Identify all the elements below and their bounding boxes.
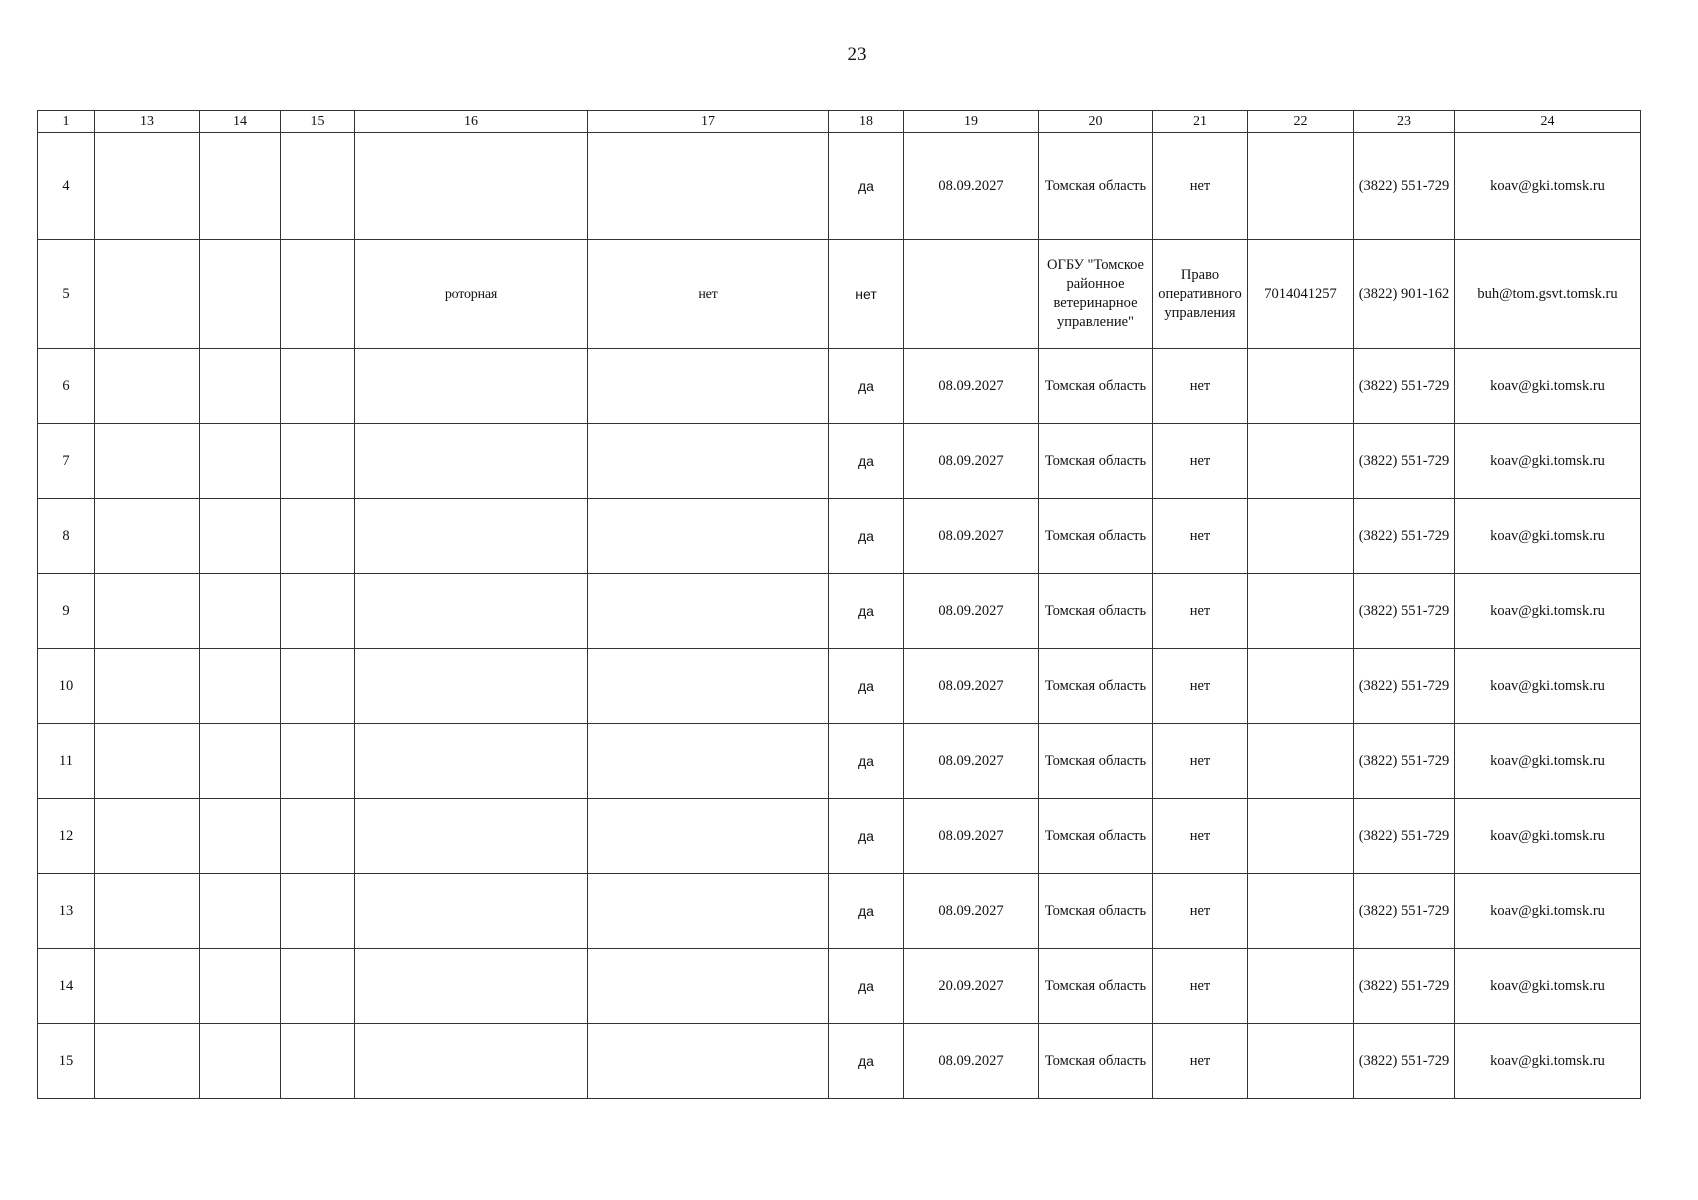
table-cell: 7: [38, 424, 95, 499]
table-cell: да: [829, 724, 904, 799]
table-cell: [281, 349, 355, 424]
table-cell: Томская область: [1039, 349, 1153, 424]
table-cell: [281, 949, 355, 1024]
table-cell: да: [829, 949, 904, 1024]
table-cell: нет: [829, 240, 904, 349]
table-body: [38, 111, 1641, 1099]
column-header: 14: [200, 111, 281, 133]
table-cell: 08.09.2027: [904, 874, 1039, 949]
table-cell: buh@tom.gsvt.tomsk.ru: [1455, 240, 1641, 349]
column-header: 20: [1039, 111, 1153, 133]
table-cell: [1248, 649, 1354, 724]
table-cell: koav@gki.tomsk.ru: [1455, 133, 1641, 240]
table-cell: 10: [38, 649, 95, 724]
table-cell: 20.09.2027: [904, 949, 1039, 1024]
table-cell: [588, 949, 829, 1024]
table-cell: [355, 874, 588, 949]
table-row: [38, 874, 1641, 949]
table-cell: koav@gki.tomsk.ru: [1455, 649, 1641, 724]
table-row: [38, 1024, 1641, 1099]
table-cell: да: [829, 574, 904, 649]
table-cell: [95, 349, 200, 424]
table-cell: Томская область: [1039, 724, 1153, 799]
table-cell: 6: [38, 349, 95, 424]
table-cell: (3822) 551-729: [1354, 133, 1455, 240]
table-cell: [1248, 349, 1354, 424]
table-cell: 5: [38, 240, 95, 349]
table-cell: (3822) 901-162: [1354, 240, 1455, 349]
table-cell: Томская область: [1039, 133, 1153, 240]
table-cell: 4: [38, 133, 95, 240]
table-cell: (3822) 551-729: [1354, 799, 1455, 874]
table-cell: [95, 799, 200, 874]
table-cell: [588, 133, 829, 240]
table-cell: [355, 349, 588, 424]
table-cell: 08.09.2027: [904, 799, 1039, 874]
table-cell: [1248, 874, 1354, 949]
table-cell: 12: [38, 799, 95, 874]
table-cell: Томская область: [1039, 574, 1153, 649]
table-cell: koav@gki.tomsk.ru: [1455, 799, 1641, 874]
table-cell: [200, 724, 281, 799]
table-cell: koav@gki.tomsk.ru: [1455, 424, 1641, 499]
column-header: 1: [38, 111, 95, 133]
table-cell: [200, 874, 281, 949]
table-cell: [95, 724, 200, 799]
table-cell: koav@gki.tomsk.ru: [1455, 1024, 1641, 1099]
table-cell: (3822) 551-729: [1354, 574, 1455, 649]
table-row: [38, 799, 1641, 874]
table-cell: нет: [1153, 799, 1248, 874]
table-cell: [588, 874, 829, 949]
table-cell: [95, 949, 200, 1024]
table-cell: да: [829, 799, 904, 874]
table-row: [38, 133, 1641, 240]
table-cell: [281, 499, 355, 574]
table-cell: роторная: [355, 240, 588, 349]
column-header: 16: [355, 111, 588, 133]
table-cell: нет: [1153, 499, 1248, 574]
table-cell: [588, 424, 829, 499]
table-cell: (3822) 551-729: [1354, 424, 1455, 499]
table-cell: [200, 649, 281, 724]
table-cell: нет: [588, 240, 829, 349]
table-cell: koav@gki.tomsk.ru: [1455, 874, 1641, 949]
page-number: 23: [847, 44, 867, 65]
table-cell: [95, 1024, 200, 1099]
table-cell: нет: [1153, 1024, 1248, 1099]
table-cell: да: [829, 349, 904, 424]
table-cell: [355, 1024, 588, 1099]
table-cell: 08.09.2027: [904, 649, 1039, 724]
table-cell: [1248, 499, 1354, 574]
table-cell: [281, 874, 355, 949]
table-row: [38, 424, 1641, 499]
column-header: 17: [588, 111, 829, 133]
table-cell: [1248, 799, 1354, 874]
table-cell: да: [829, 874, 904, 949]
table-cell: (3822) 551-729: [1354, 1024, 1455, 1099]
table-cell: [904, 240, 1039, 349]
table-cell: [281, 424, 355, 499]
table-cell: нет: [1153, 649, 1248, 724]
table-cell: [95, 649, 200, 724]
table-cell: 7014041257: [1248, 240, 1354, 349]
column-header: 19: [904, 111, 1039, 133]
table-cell: 14: [38, 949, 95, 1024]
table-cell: 15: [38, 1024, 95, 1099]
table-cell: нет: [1153, 349, 1248, 424]
table-cell: да: [829, 133, 904, 240]
table-cell: [95, 133, 200, 240]
table-cell: [588, 799, 829, 874]
table-cell: [200, 574, 281, 649]
table-cell: [200, 799, 281, 874]
table-cell: [355, 424, 588, 499]
table-cell: нет: [1153, 874, 1248, 949]
table-cell: [1248, 424, 1354, 499]
table-cell: [1248, 949, 1354, 1024]
table-cell: [281, 133, 355, 240]
table-row: [38, 724, 1641, 799]
table-cell: нет: [1153, 133, 1248, 240]
table-cell: [95, 240, 200, 349]
table-cell: koav@gki.tomsk.ru: [1455, 349, 1641, 424]
table-cell: Томская область: [1039, 649, 1153, 724]
column-header: 22: [1248, 111, 1354, 133]
table-cell: [355, 724, 588, 799]
table-cell: [355, 133, 588, 240]
table-cell: [95, 499, 200, 574]
table-cell: да: [829, 1024, 904, 1099]
table-cell: Томская область: [1039, 424, 1153, 499]
table-cell: [95, 424, 200, 499]
column-header: 21: [1153, 111, 1248, 133]
table-cell: [200, 1024, 281, 1099]
table-cell: [1248, 574, 1354, 649]
table-cell: 08.09.2027: [904, 724, 1039, 799]
table-cell: Томская область: [1039, 874, 1153, 949]
table-cell: [281, 240, 355, 349]
table-cell: [281, 574, 355, 649]
table-cell: да: [829, 424, 904, 499]
table-cell: 8: [38, 499, 95, 574]
table-cell: Томская область: [1039, 499, 1153, 574]
table-cell: [1248, 724, 1354, 799]
table-cell: 11: [38, 724, 95, 799]
table-cell: [200, 349, 281, 424]
table-row: [38, 949, 1641, 1024]
table-cell: (3822) 551-729: [1354, 949, 1455, 1024]
table-cell: 08.09.2027: [904, 1024, 1039, 1099]
column-header: 15: [281, 111, 355, 133]
table-cell: Томская область: [1039, 1024, 1153, 1099]
table-cell: [200, 949, 281, 1024]
table-cell: 08.09.2027: [904, 574, 1039, 649]
table-cell: [95, 574, 200, 649]
table-cell: [588, 349, 829, 424]
table-cell: (3822) 551-729: [1354, 349, 1455, 424]
table-cell: [200, 424, 281, 499]
table-cell: (3822) 551-729: [1354, 724, 1455, 799]
table-row: [38, 499, 1641, 574]
table-cell: [588, 499, 829, 574]
table-cell: [1248, 133, 1354, 240]
table-header-row: [38, 111, 1641, 133]
table-cell: [588, 1024, 829, 1099]
table-cell: 08.09.2027: [904, 499, 1039, 574]
table-cell: нет: [1153, 424, 1248, 499]
table-cell: koav@gki.tomsk.ru: [1455, 724, 1641, 799]
table-cell: 13: [38, 874, 95, 949]
table-cell: [200, 499, 281, 574]
table-cell: [588, 574, 829, 649]
registry-table: [37, 110, 1641, 1099]
table-cell: koav@gki.tomsk.ru: [1455, 949, 1641, 1024]
table-cell: [200, 133, 281, 240]
table-cell: (3822) 551-729: [1354, 874, 1455, 949]
table-cell: koav@gki.tomsk.ru: [1455, 574, 1641, 649]
column-header: 18: [829, 111, 904, 133]
table-cell: [355, 949, 588, 1024]
table-row: [38, 574, 1641, 649]
table-cell: нет: [1153, 574, 1248, 649]
table-cell: ОГБУ "Томское районное ветеринарное управление": [1039, 240, 1153, 349]
table-cell: Томская область: [1039, 799, 1153, 874]
table-cell: Томская область: [1039, 949, 1153, 1024]
table-cell: [95, 874, 200, 949]
table-cell: [588, 724, 829, 799]
column-header: 23: [1354, 111, 1455, 133]
table-cell: [281, 649, 355, 724]
table-row: [38, 240, 1641, 349]
table-cell: [588, 649, 829, 724]
table-cell: Право оперативного управления: [1153, 240, 1248, 349]
table-cell: [200, 240, 281, 349]
column-header: 13: [95, 111, 200, 133]
table-cell: [1248, 1024, 1354, 1099]
table-cell: нет: [1153, 949, 1248, 1024]
table-cell: [281, 724, 355, 799]
table-cell: (3822) 551-729: [1354, 649, 1455, 724]
table-cell: 08.09.2027: [904, 349, 1039, 424]
table-cell: [355, 499, 588, 574]
table-cell: [355, 649, 588, 724]
column-header: 24: [1455, 111, 1641, 133]
table-cell: (3822) 551-729: [1354, 499, 1455, 574]
table-cell: 08.09.2027: [904, 424, 1039, 499]
table-cell: 9: [38, 574, 95, 649]
table-cell: [281, 1024, 355, 1099]
table-cell: нет: [1153, 724, 1248, 799]
table-cell: koav@gki.tomsk.ru: [1455, 499, 1641, 574]
table-row: [38, 349, 1641, 424]
table-cell: [355, 799, 588, 874]
table-cell: да: [829, 499, 904, 574]
table-row: [38, 649, 1641, 724]
table-cell: [281, 799, 355, 874]
table-cell: да: [829, 649, 904, 724]
table-cell: 08.09.2027: [904, 133, 1039, 240]
table-cell: [355, 574, 588, 649]
